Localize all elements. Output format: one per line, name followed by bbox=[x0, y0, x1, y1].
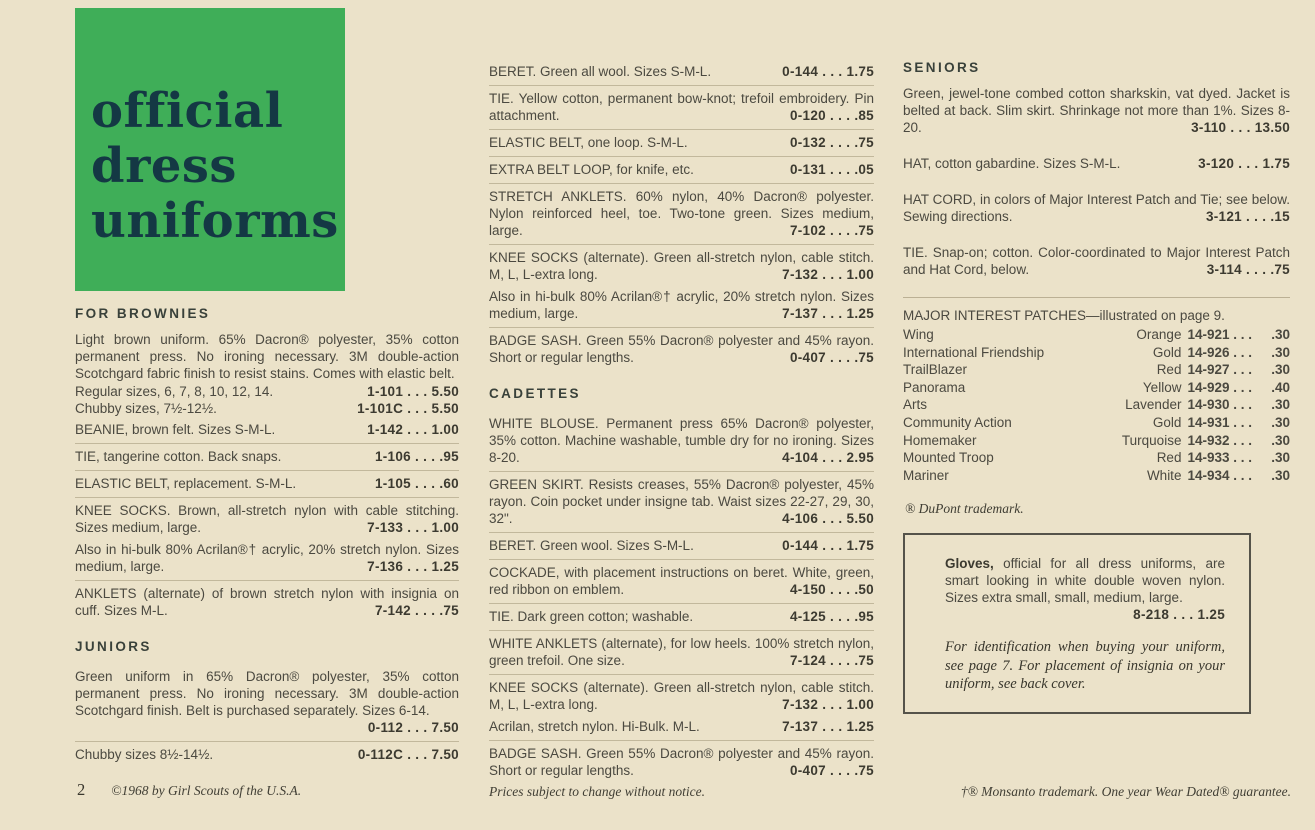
patch-row bbox=[903, 449, 1290, 467]
item-code-price: 7-132 . . . 1.00 bbox=[782, 697, 874, 712]
patch-name: Community Action bbox=[903, 414, 1012, 430]
item-description: Chubby sizes 8½-14½. bbox=[75, 747, 214, 762]
patches-heading: MAJOR INTEREST PATCHES—illustrated on page 9. bbox=[903, 308, 1225, 323]
catalog-item bbox=[489, 674, 874, 718]
item-description: KNEE SOCKS (alternate). Green all-stretch nylon, cable stitch. M, L, L-extra long. bbox=[489, 250, 874, 282]
monsanto-trademark-note: †® Monsanto trademark. One year Wear Dated® guarantee. bbox=[960, 784, 1291, 799]
catalog-item bbox=[489, 603, 874, 630]
catalog-item bbox=[489, 129, 874, 156]
item-code-price: 7-133 . . . 1.00 bbox=[367, 520, 459, 535]
item-code-price: 7-136 . . . 1.25 bbox=[367, 559, 459, 574]
patch-code: 14-930 . . . bbox=[1187, 397, 1252, 413]
item-code-price: 7-137 . . . 1.25 bbox=[782, 306, 874, 321]
patch-name: International Friendship bbox=[903, 344, 1045, 360]
patch-row bbox=[903, 344, 1290, 362]
patch-name: TrailBlazer bbox=[903, 362, 968, 378]
patch-row bbox=[903, 379, 1290, 397]
item-code-price: 4-106 . . . 5.50 bbox=[782, 511, 874, 526]
item-description: TIE. Yellow cotton, permanent bow-knot; trefoil embroidery. Pin attachment. bbox=[489, 91, 874, 123]
item-description: BERET. Green wool. Sizes S-M-L. bbox=[489, 538, 694, 553]
item-description: KNEE SOCKS. Brown, all-stretch nylon with cable stitching. Sizes medium, large. bbox=[75, 503, 459, 535]
item-description: HAT, cotton gabardine. Sizes S-M-L. bbox=[903, 156, 1121, 171]
patch-code: 14-931 . . . bbox=[1187, 414, 1252, 430]
patch-row bbox=[903, 467, 1290, 485]
page-number: 2 bbox=[77, 780, 86, 799]
item-description: Regular sizes, 6, 7, 8, 10, 12, 14. bbox=[75, 384, 274, 399]
patch-price: .30 bbox=[1271, 397, 1290, 413]
item-description: BADGE SASH. Green 55% Dacron® polyester and 45% rayon. Short or regular lengths. bbox=[489, 333, 874, 365]
brownies-item-list bbox=[75, 417, 459, 624]
item-code-price: 0-132 . . . .75 bbox=[789, 135, 874, 150]
section-heading-brownies: FOR BROWNIES bbox=[75, 306, 211, 321]
item-code-price: 0-144 . . . 1.75 bbox=[782, 64, 874, 79]
patch-color: Turquoise bbox=[1121, 432, 1182, 448]
patch-color: Red bbox=[1156, 450, 1182, 466]
catalog-item bbox=[75, 417, 459, 443]
catalog-item bbox=[903, 244, 1290, 278]
item-description: BERET. Green all wool. Sizes S-M-L. bbox=[489, 64, 712, 79]
gloves-description: official for all dress uniforms, are smart looking in white double woven nylon. Sizes extra small, small, medium, large. bbox=[945, 556, 1225, 606]
major-interest-patches bbox=[903, 297, 1290, 484]
item-code-price: 7-137 . . . 1.25 bbox=[782, 719, 874, 734]
catalog-item bbox=[489, 288, 874, 327]
item-code-price: 3-121 . . . .15 bbox=[1205, 209, 1290, 224]
item-code-price: 7-142 . . . .75 bbox=[374, 603, 459, 618]
item-description: KNEE SOCKS (alternate). Green all-stretch nylon, cable stitch. M, L, L-extra long. bbox=[489, 680, 874, 712]
gloves-text bbox=[945, 555, 1225, 623]
patch-color: Orange bbox=[1136, 327, 1182, 342]
item-description: BEANIE, brown felt. Sizes S-M-L. bbox=[75, 422, 276, 437]
seniors-item-list bbox=[903, 85, 1290, 278]
item-code-price: 4-150 . . . .50 bbox=[789, 582, 874, 597]
catalog-item bbox=[75, 383, 459, 400]
catalog-item bbox=[489, 559, 874, 603]
item-code-price: 1-142 . . . 1.00 bbox=[367, 422, 459, 437]
catalog-item bbox=[489, 740, 874, 784]
patch-row bbox=[903, 432, 1290, 450]
item-description: Acrilan, stretch nylon. Hi-Bulk. M-L. bbox=[489, 719, 700, 734]
right-column bbox=[903, 59, 1290, 714]
item-code-price: 0-144 . . . 1.75 bbox=[782, 538, 874, 553]
cadettes-item-list bbox=[489, 411, 874, 784]
copyright-note: ©1968 by Girl Scouts of the U.S.A. bbox=[111, 783, 302, 798]
patch-code: 14-926 . . . bbox=[1187, 344, 1252, 360]
patch-row bbox=[903, 414, 1290, 432]
item-code-price: 3-110 . . . 13.50 bbox=[1191, 120, 1290, 135]
item-description: WHITE BLOUSE. Permanent press 65% Dacron® polyester, 35% cotton. Machine washable, tumble dry for no ironing. Sizes 8-20. bbox=[489, 416, 874, 465]
item-description: STRETCH ANKLETS. 60% nylon, 40% Dacron® polyester. Nylon reinforced heel, toe. Two-tone green. Sizes medium, large. bbox=[489, 189, 874, 238]
section-heading-juniors: JUNIORS bbox=[75, 639, 152, 654]
item-description: TIE. Dark green cotton; washable. bbox=[489, 609, 694, 624]
item-description: Green uniform in 65% Dacron® polyester, 35% cotton permanent press. No ironing necessary. 3M double-action Scotchgard finish. Belt is purchased separately. Sizes 6-14. bbox=[75, 669, 459, 718]
patch-name: Panorama bbox=[903, 379, 966, 395]
item-code-price: 7-124 . . . .75 bbox=[789, 653, 874, 668]
item-description: COCKADE, with placement instructions on beret. White, green, red ribbon on emblem. bbox=[489, 565, 874, 597]
item-code-price: 0-112C . . . 7.50 bbox=[357, 747, 459, 762]
item-code-price: 3-114 . . . .75 bbox=[1206, 262, 1290, 277]
item-code-price: 1-101 . . . 5.50 bbox=[367, 384, 459, 399]
page-title-line-1: official bbox=[91, 83, 284, 139]
section-heading-cadettes: CADETTES bbox=[489, 386, 581, 401]
item-code-price: 1-101C . . . 5.50 bbox=[357, 401, 459, 416]
patch-color: Gold bbox=[1152, 414, 1182, 430]
item-description: ELASTIC BELT, one loop. S-M-L. bbox=[489, 135, 688, 150]
patch-price: .30 bbox=[1271, 432, 1290, 448]
patch-color: Red bbox=[1156, 362, 1182, 378]
patch-row bbox=[903, 326, 1290, 344]
catalog-item bbox=[489, 156, 874, 183]
page-title-line-3: uniforms bbox=[91, 193, 339, 249]
patch-color: Lavender bbox=[1125, 397, 1182, 413]
middle-column bbox=[489, 59, 874, 784]
section-heading-seniors: SENIORS bbox=[903, 60, 981, 75]
catalog-item bbox=[903, 85, 1290, 136]
catalog-item bbox=[489, 471, 874, 532]
catalog-item bbox=[489, 85, 874, 129]
catalog-item bbox=[489, 718, 874, 740]
patch-price: .30 bbox=[1271, 414, 1290, 430]
item-code-price: 7-132 . . . 1.00 bbox=[782, 267, 874, 282]
item-description: EXTRA BELT LOOP, for knife, etc. bbox=[489, 162, 694, 177]
item-description: Green, jewel-tone combed cotton sharkskin, vat dyed. Jacket is belted at back. Slim skirt. Shrinkage not more than 1%. Sizes 8-20. bbox=[903, 86, 1290, 135]
dupont-trademark-note: ® DuPont trademark. bbox=[905, 501, 1024, 517]
patch-price: .30 bbox=[1271, 362, 1290, 378]
patch-name: Wing bbox=[903, 327, 934, 342]
juniors-accessories-list bbox=[489, 59, 874, 371]
item-code-price: 3-120 . . . 1.75 bbox=[1198, 156, 1290, 171]
footer-left bbox=[77, 781, 301, 799]
left-column bbox=[75, 8, 459, 768]
item-code-price: 4-104 . . . 2.95 bbox=[782, 450, 874, 465]
page-title-line-2: dress bbox=[91, 138, 237, 194]
item-code-price: 4-125 . . . .95 bbox=[789, 609, 874, 624]
item-description: TIE, tangerine cotton. Back snaps. bbox=[75, 449, 282, 464]
item-code-price: 0-407 . . . .75 bbox=[789, 763, 874, 778]
catalog-item bbox=[75, 400, 459, 417]
catalog-item bbox=[489, 327, 874, 371]
catalog-item bbox=[489, 59, 874, 85]
item-description: HAT CORD, in colors of Major Interest Patch and Tie; see below. Sewing directions. bbox=[903, 192, 1290, 224]
patch-price: .40 bbox=[1271, 379, 1290, 395]
item-code-price: 1-106 . . . .95 bbox=[374, 449, 459, 464]
patch-code: 14-927 . . . bbox=[1187, 362, 1252, 378]
item-description: WHITE ANKLETS (alternate), for low heels. 100% stretch nylon, green trefoil. One size. bbox=[489, 636, 874, 668]
patch-color: White bbox=[1146, 467, 1182, 483]
brownies-intro: Light brown uniform. 65% Dacron® polyester, 35% cotton permanent press. No ironing necessary. 3M double-action Scotchgard fabric finish to resist stains. Comes with elastic belt. bbox=[75, 332, 459, 381]
item-description: ANKLETS (alternate) of brown stretch nylon with insignia on cuff. Sizes M-L. bbox=[75, 586, 459, 618]
catalog-item bbox=[489, 411, 874, 471]
patch-row bbox=[903, 361, 1290, 379]
catalog-item bbox=[75, 664, 459, 741]
catalog-item bbox=[75, 497, 459, 541]
patch-price: .30 bbox=[1271, 467, 1290, 483]
catalog-item bbox=[75, 443, 459, 470]
catalog-item bbox=[75, 541, 459, 580]
patch-price: .30 bbox=[1271, 327, 1290, 342]
item-description: TIE. Snap-on; cotton. Color-coordinated to Major Interest Patch and Hat Cord, below. bbox=[903, 245, 1290, 277]
patch-name: Homemaker bbox=[903, 432, 977, 448]
patch-price: .30 bbox=[1271, 450, 1290, 466]
item-description: Also in hi-bulk 80% Acrilan®† acrylic, 20% stretch nylon. Sizes medium, large. bbox=[75, 542, 459, 574]
item-code-price: 0-120 . . . .85 bbox=[789, 108, 874, 123]
patch-price: .30 bbox=[1271, 344, 1290, 360]
item-description: ELASTIC BELT, replacement. S-M-L. bbox=[75, 476, 297, 491]
item-code-price: 1-105 . . . .60 bbox=[374, 476, 459, 491]
catalog-item bbox=[489, 630, 874, 674]
patch-name: Arts bbox=[903, 397, 928, 413]
catalog-item bbox=[489, 532, 874, 559]
item-code-price: 0-112 . . . 7.50 bbox=[367, 720, 459, 735]
catalog-item bbox=[75, 470, 459, 497]
item-description: BADGE SASH. Green 55% Dacron® polyester and 45% rayon. Short or regular lengths. bbox=[489, 746, 874, 778]
price-notice: Prices subject to change without notice. bbox=[489, 784, 705, 799]
patch-color: Gold bbox=[1152, 344, 1182, 360]
patch-code: 14-934 . . . bbox=[1187, 467, 1252, 483]
item-code-price: 7-102 . . . .75 bbox=[789, 223, 874, 238]
catalog-item bbox=[489, 244, 874, 288]
gloves-box bbox=[903, 533, 1251, 714]
item-description: Also in hi-bulk 80% Acrilan®† acrylic, 20% stretch nylon. Sizes medium, large. bbox=[489, 289, 874, 321]
patch-color: Yellow bbox=[1142, 379, 1182, 395]
item-description: Chubby sizes, 7½-12½. bbox=[75, 401, 217, 416]
patch-code: 14-933 . . . bbox=[1187, 450, 1252, 466]
patch-name: Mounted Troop bbox=[903, 450, 994, 466]
catalog-item bbox=[903, 191, 1290, 225]
patch-code: 14-932 . . . bbox=[1187, 432, 1252, 448]
item-description: GREEN SKIRT. Resists creases, 55% Dacron® polyester, 45% rayon. Coin pocket under insigne tab. Waist sizes 22-27, 29, 30, 32". bbox=[489, 477, 874, 526]
patch-row bbox=[903, 396, 1290, 414]
page-footer bbox=[0, 781, 1315, 809]
item-code-price: 8-218 . . . 1.25 bbox=[1133, 607, 1225, 623]
title-block bbox=[75, 8, 345, 291]
catalog-item bbox=[75, 741, 459, 768]
gloves-note: For identification when buying your uniform, see page 7. For placement of insignia on your uniform, see back cover. bbox=[945, 639, 1225, 693]
gloves-lead: Gloves, bbox=[945, 556, 994, 572]
juniors-item-list bbox=[75, 664, 459, 768]
catalog-item bbox=[903, 155, 1290, 172]
catalog-item bbox=[489, 183, 874, 244]
item-code-price: 0-407 . . . .75 bbox=[789, 350, 874, 365]
patch-name: Mariner bbox=[903, 467, 949, 483]
patch-code: 14-929 . . . bbox=[1187, 379, 1252, 395]
item-code-price: 0-131 . . . .05 bbox=[789, 162, 874, 177]
catalog-item bbox=[75, 580, 459, 624]
patch-code: 14-921 . . . bbox=[1187, 327, 1252, 342]
